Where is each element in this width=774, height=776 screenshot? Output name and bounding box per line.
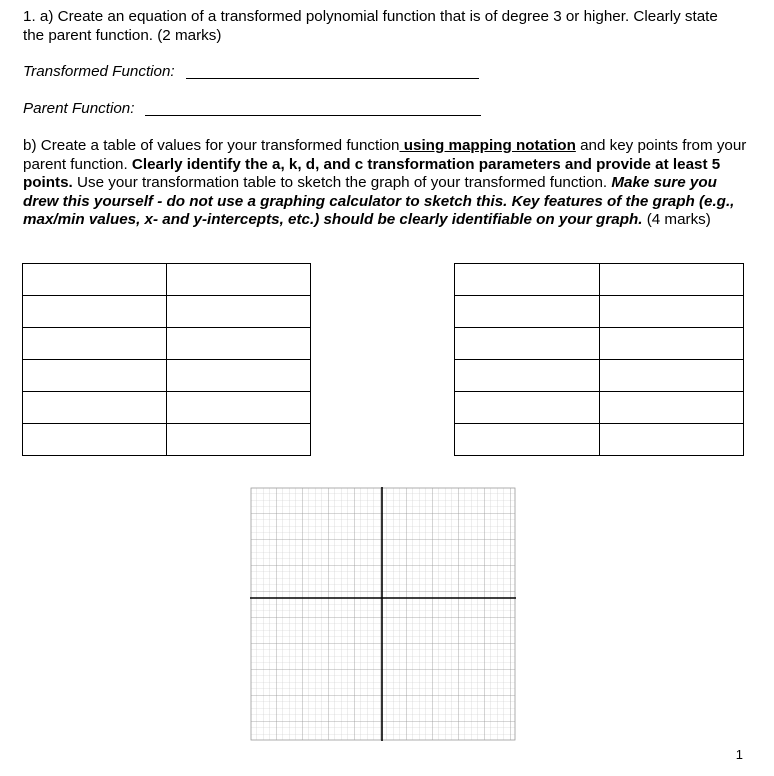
table-cell[interactable] xyxy=(455,264,600,296)
table-cell[interactable] xyxy=(167,328,311,360)
table-row xyxy=(455,424,744,456)
question-b-underlined: using mapping notation xyxy=(399,137,576,154)
table-cell[interactable] xyxy=(167,392,311,424)
table-cell[interactable] xyxy=(23,392,167,424)
table-cell[interactable] xyxy=(167,296,311,328)
table-row xyxy=(455,392,744,424)
parent-function-answer-line[interactable] xyxy=(145,115,481,116)
table-row xyxy=(23,424,311,456)
table-cell[interactable] xyxy=(455,392,600,424)
graph-paper-grid[interactable] xyxy=(250,487,516,741)
question-b-part2: and key points from your parent function. xyxy=(23,137,747,173)
table-cell[interactable] xyxy=(167,360,311,392)
table-cell[interactable] xyxy=(23,328,167,360)
table-row xyxy=(455,264,744,296)
table-cell[interactable] xyxy=(167,264,311,296)
question-b-part3: Use your transformation table to sketch the graph of your transformed function. xyxy=(72,174,612,192)
table-row xyxy=(23,264,311,296)
table-row xyxy=(23,328,311,360)
table-row xyxy=(455,296,744,328)
table-row xyxy=(455,328,744,360)
question-b-bold: Clearly identify the a, k, d, and c transformation parameters and provide at least 5 points. xyxy=(23,155,721,192)
table-cell[interactable] xyxy=(599,264,744,296)
transformed-function-field[interactable] xyxy=(23,63,175,81)
table-row xyxy=(23,360,311,392)
table-cell[interactable] xyxy=(23,360,167,392)
question-b-text xyxy=(23,137,753,230)
mapping-table-left xyxy=(22,263,311,456)
parent-function-field[interactable] xyxy=(23,100,134,118)
grid-background xyxy=(251,488,515,740)
table-cell[interactable] xyxy=(23,264,167,296)
table-row xyxy=(23,392,311,424)
table-cell[interactable] xyxy=(23,296,167,328)
table-cell[interactable] xyxy=(599,328,744,360)
question-b-part4: (4 marks) xyxy=(642,211,711,229)
table-row xyxy=(23,296,311,328)
table-cell[interactable] xyxy=(599,296,744,328)
page-number: 1 xyxy=(735,747,743,762)
question-b-bold-italic: Make sure you drew this yourself - do not use a graphing calculator to sketch this. Key features of the graph (e.g., max/min values, x- and y-intercepts, etc.) should be clearly identifiable on your graph. xyxy=(23,174,735,229)
question-a-text: 1. a) Create an equation of a transformed polynomial function that is of degree 3 or higher. Clearly state the parent function. (2 marks) xyxy=(23,8,718,44)
question-b-part1: b) Create a table of values for your transformed function xyxy=(23,137,400,154)
table-cell[interactable] xyxy=(599,360,744,392)
table-row xyxy=(455,360,744,392)
transformed-function-label: Transformed Function: xyxy=(23,63,175,80)
table-cell[interactable] xyxy=(455,328,600,360)
table-cell[interactable] xyxy=(599,424,744,456)
table-cell[interactable] xyxy=(455,296,600,328)
mapping-table-right xyxy=(454,263,744,456)
table-cell[interactable] xyxy=(455,424,600,456)
parent-function-label: Parent Function: xyxy=(23,100,135,117)
transformed-function-answer-line[interactable] xyxy=(186,78,479,79)
table-cell[interactable] xyxy=(455,360,600,392)
table-cell[interactable] xyxy=(23,424,167,456)
table-cell[interactable] xyxy=(599,392,744,424)
table-cell[interactable] xyxy=(167,424,311,456)
